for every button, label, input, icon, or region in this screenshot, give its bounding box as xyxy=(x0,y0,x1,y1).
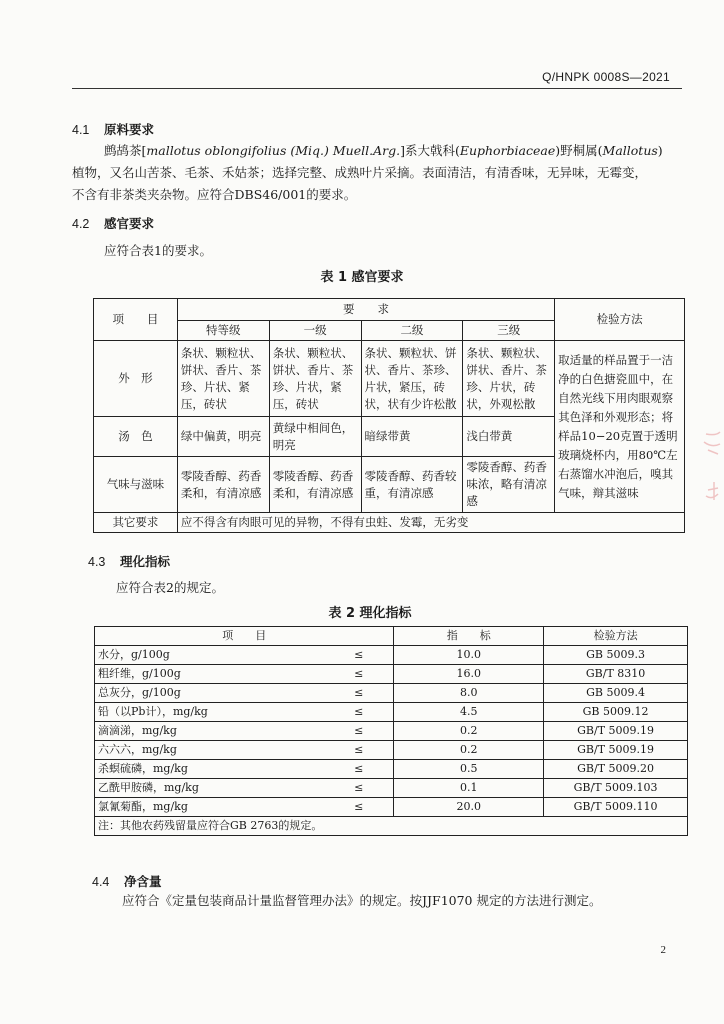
section-number: 4.2 xyxy=(72,217,90,231)
row-method: GB/T 5009.19 xyxy=(544,741,688,760)
row-value: 0.5 xyxy=(394,760,544,779)
row-item: 总灰分，g/100g xyxy=(95,684,325,703)
aroma-taste-first: 零陵香醇、药香柔和，有清凉感 xyxy=(269,457,361,513)
text: 鹧鸪茶[ xyxy=(104,143,147,158)
row-operator: ≤ xyxy=(324,722,394,741)
section-title: 净含量 xyxy=(124,874,162,889)
table-row xyxy=(95,798,688,817)
liquor-color-premium: 绿中偏黄，明亮 xyxy=(177,417,269,457)
row-value: 16.0 xyxy=(394,665,544,684)
row-method: GB/T 5009.19 xyxy=(544,722,688,741)
family-name: Euphorbiaceae xyxy=(459,143,556,158)
section-4-2-intro: 应符合表1的要求。 xyxy=(104,243,212,258)
grade-third: 三级 xyxy=(463,321,555,341)
section-title: 理化指标 xyxy=(120,554,171,569)
section-4-1-heading xyxy=(72,120,154,138)
table-row xyxy=(95,760,688,779)
aroma-taste-second: 零陵香醇、药香较重，有清凉感 xyxy=(361,457,463,513)
row-method: GB/T 5009.110 xyxy=(544,798,688,817)
section-4-1-line-2: 植物，又名山苦茶、毛茶、禾姑茶；选择完整、成熟叶片采摘。表面清洁，有清香味，无异味，无霉变， xyxy=(72,165,648,180)
section-number: 4.1 xyxy=(72,123,90,137)
row-item: 粗纤维，g/100g xyxy=(95,665,325,684)
section-title: 感官要求 xyxy=(104,216,155,231)
section-4-1-line-1 xyxy=(104,140,663,161)
text: )野桐属( xyxy=(555,143,603,158)
appearance-premium: 条状、颗粒状、饼状、香片、茶珍、片状、紧压，砖状 xyxy=(177,341,269,417)
header-index: 指 标 xyxy=(394,627,544,646)
row-item: 铅（以Pb计），mg/kg xyxy=(95,703,325,722)
header-method: 检验方法 xyxy=(544,627,688,646)
section-number: 4.3 xyxy=(88,555,106,569)
table-row xyxy=(95,779,688,798)
row-method: GB 5009.12 xyxy=(544,703,688,722)
section-4-1-line-3: 不含有非茶类夹杂物。应符合DBS46/001的要求。 xyxy=(72,187,357,202)
row-method: GB/T 5009.103 xyxy=(544,779,688,798)
table-2-caption: 表 2 理化指标 xyxy=(328,606,412,621)
aroma-taste-third: 零陵香醇、药香味浓，略有清凉感 xyxy=(463,457,555,513)
table-row xyxy=(95,684,688,703)
standard-code: Q/HNPK 0008S—2021 xyxy=(542,70,670,84)
table-row xyxy=(95,741,688,760)
row-method: GB/T 5009.20 xyxy=(544,760,688,779)
row-operator: ≤ xyxy=(324,741,394,760)
section-number: 4.4 xyxy=(92,875,110,889)
text: ) xyxy=(657,143,663,158)
row-item: 水分，g/100g xyxy=(95,646,325,665)
row-operator: ≤ xyxy=(324,779,394,798)
table-row xyxy=(95,722,688,741)
row-value: 0.2 xyxy=(394,722,544,741)
header-method: 检验方法 xyxy=(555,299,685,341)
row-other-label: 其它要求 xyxy=(94,513,178,533)
appearance-third: 条状、颗粒状、饼状、香片、茶珍、片状，砖状，外观松散 xyxy=(463,341,555,417)
row-item: 氯氰菊酯，mg/kg xyxy=(95,798,325,817)
physicochemical-table xyxy=(94,626,688,836)
row-value: 0.2 xyxy=(394,741,544,760)
table-note: 注：其他农药残留量应符合GB 2763的规定。 xyxy=(95,817,688,836)
grade-first: 一级 xyxy=(269,321,361,341)
appearance-second: 条状、颗粒状、饼状、香片、茶珍、片状，紧压，砖状，状有少许松散 xyxy=(361,341,463,417)
header-rule xyxy=(72,88,682,89)
liquor-color-second: 暗绿带黄 xyxy=(361,417,463,457)
row-operator: ≤ xyxy=(324,760,394,779)
table-1-caption: 表 1 感官要求 xyxy=(320,270,404,285)
row-item: 六六六，mg/kg xyxy=(95,741,325,760)
latin-name: mallotus oblongifolius (Miq.) Muell.Arg. xyxy=(146,143,401,158)
row-operator: ≤ xyxy=(324,703,394,722)
header-item: 项 目 xyxy=(94,299,178,341)
row-method: GB 5009.3 xyxy=(544,646,688,665)
row-liquor-color-label: 汤 色 xyxy=(94,417,178,457)
row-value: 4.5 xyxy=(394,703,544,722)
row-item: 乙酰甲胺磷，mg/kg xyxy=(95,779,325,798)
text: ]系大戟科( xyxy=(400,143,460,158)
other-requirements: 应不得含有肉眼可见的异物，不得有虫蛀、发霉，无劣变 xyxy=(177,513,684,533)
row-appearance-label: 外 形 xyxy=(94,341,178,417)
genus-name: Mallotus xyxy=(602,143,658,158)
page-number: 2 xyxy=(660,944,666,956)
header-item: 项 目 xyxy=(95,627,394,646)
row-value: 10.0 xyxy=(394,646,544,665)
row-aroma-taste-label: 气味与滋味 xyxy=(94,457,178,513)
row-value: 0.1 xyxy=(394,779,544,798)
grade-premium: 特等级 xyxy=(177,321,269,341)
header-requirements: 要 求 xyxy=(177,299,554,321)
section-4-2-heading xyxy=(72,214,154,232)
section-4-4-heading xyxy=(92,872,162,890)
section-4-3-heading xyxy=(88,552,170,570)
table-row xyxy=(95,703,688,722)
aroma-taste-premium: 零陵香醇、药香柔和，有清凉感 xyxy=(177,457,269,513)
row-method: GB 5009.4 xyxy=(544,684,688,703)
seal-stamp-fragment xyxy=(700,430,724,510)
row-value: 20.0 xyxy=(394,798,544,817)
section-4-4-text: 应符合《定量包装商品计量监督管理办法》的规定。按JJF1070 规定的方法进行测定。 xyxy=(122,893,602,908)
table-row xyxy=(95,665,688,684)
sensory-table xyxy=(93,298,685,533)
liquor-color-third: 浅白带黄 xyxy=(463,417,555,457)
row-operator: ≤ xyxy=(324,646,394,665)
grade-second: 二级 xyxy=(361,321,463,341)
section-title: 原料要求 xyxy=(104,122,155,137)
section-4-3-intro: 应符合表2的规定。 xyxy=(116,580,224,595)
row-item: 杀螟硫磷，mg/kg xyxy=(95,760,325,779)
row-operator: ≤ xyxy=(324,665,394,684)
row-method: GB/T 8310 xyxy=(544,665,688,684)
row-operator: ≤ xyxy=(324,684,394,703)
table-row xyxy=(95,646,688,665)
liquor-color-first: 黄绿中相间色，明亮 xyxy=(269,417,361,457)
row-operator: ≤ xyxy=(324,798,394,817)
row-value: 8.0 xyxy=(394,684,544,703)
appearance-first: 条状、颗粒状、饼状、香片、茶珍、片状，紧压，砖状 xyxy=(269,341,361,417)
row-item: 滴滴涕，mg/kg xyxy=(95,722,325,741)
sensory-test-method: 取适量的样品置于一洁净的白色搪瓷皿中，在自然光线下用肉眼观察其色泽和外观形态；将样品10−20克置于透明玻璃烧杯内，用80℃左右蒸馏水冲泡后，嗅其气味，辩其滋味 xyxy=(555,341,685,513)
